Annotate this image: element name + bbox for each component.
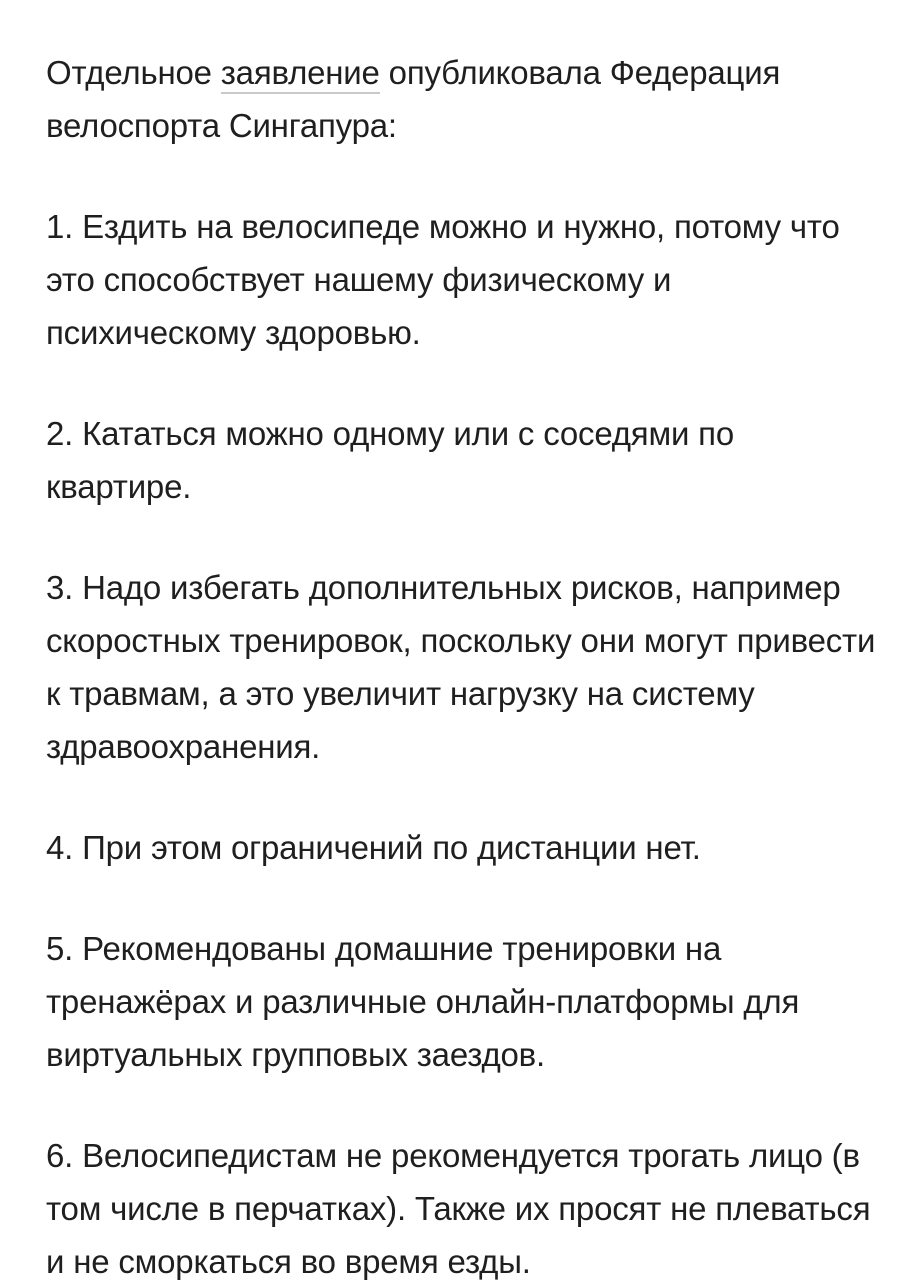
article-body [46, 46, 882, 1288]
list-item: 2. Кататься можно одному или с соседями по квартире. [46, 415, 734, 505]
intro-text-before: Отдельное [46, 54, 221, 91]
list-item: 4. При этом ограничений по дистанции нет. [46, 829, 701, 866]
list-item: 1. Ездить на велосипеде можно и нужно, потому что это способствует нашему физическому и психическому здоровью. [46, 208, 840, 351]
list-item: 6. Велосипедистам не рекомендуется трогать лицо (в том числе в перчатках). Также их просят не плеваться и не сморкаться во время езды. [46, 1137, 871, 1280]
intro-text-after: опубликовала Федерация велоспорта Сингапура: [46, 54, 781, 144]
list-item: 3. Надо избегать дополнительных рисков, например скоростных тренировок, поскольку они могут привести к травмам, а это увеличит нагрузку на систему здравоохранения. [46, 569, 876, 765]
statement-link[interactable]: заявление [221, 54, 380, 94]
intro-paragraph [46, 46, 882, 152]
list-item: 5. Рекомендованы домашние тренировки на тренажёрах и различные онлайн-платформы для виртуальных групповых заездов. [46, 930, 800, 1073]
